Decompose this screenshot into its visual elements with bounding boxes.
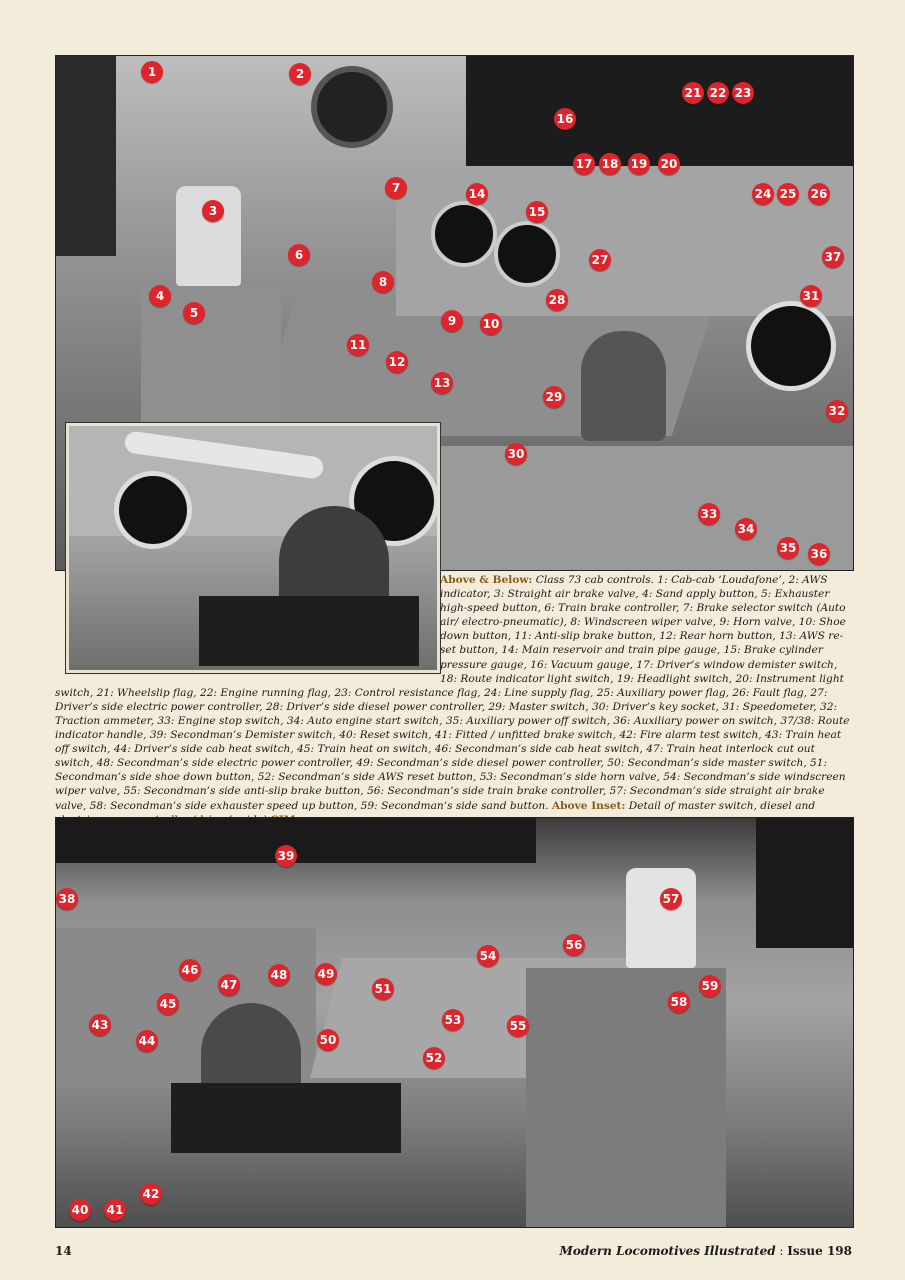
callout-46: 46 [179,959,201,981]
bottom-brake-valve [626,868,696,968]
callout-15: 15 [526,201,548,223]
callout-17: 17 [573,153,595,175]
footer-separator: : [775,1244,788,1258]
callout-7: 7 [385,177,407,199]
callout-39: 39 [275,845,297,867]
loudafone-speaker [311,66,393,148]
inset-base-plate [199,596,419,666]
callout-1: 1 [141,61,163,83]
callout-19: 19 [628,153,650,175]
callout-23: 23 [732,82,754,104]
callout-44: 44 [136,1030,158,1052]
callout-8: 8 [372,271,394,293]
callout-29: 29 [543,386,565,408]
callout-49: 49 [315,963,337,985]
callout-33: 33 [698,503,720,525]
page-number: 14 [55,1244,72,1258]
caption-above-below-label: Above & Below: [440,574,533,586]
callout-16: 16 [554,108,576,130]
callout-9: 9 [441,310,463,332]
callout-43: 43 [89,1014,111,1036]
callout-36: 36 [808,543,830,565]
caption-inset-text: Detail of master switch, diesel and [628,799,816,812]
callout-34: 34 [735,518,757,540]
cab-window [466,56,853,166]
callout-10: 10 [480,313,502,335]
callout-55: 55 [507,1015,529,1037]
callout-20: 20 [658,153,680,175]
callout-25: 25 [777,183,799,205]
power-controller-body [581,331,666,441]
callout-31: 31 [800,285,822,307]
callout-21: 21 [682,82,704,104]
callout-28: 28 [546,289,568,311]
callout-32: 32 [826,400,848,422]
bottom-side-window [756,818,853,948]
callout-35: 35 [777,537,799,559]
callout-41: 41 [104,1199,126,1221]
gauge-brake-cylinder [494,221,560,287]
callout-38: 38 [56,888,78,910]
speedometer-dial [746,301,836,391]
caption-main-text: Class 73 cab controls. 1: Cab-cab ‘Loudafone’, 2: AWS indicator, 3: Straight air brake valve, 4: Sand apply button, 5: Exhauster high-speed button, 6: Train brake controller, 7: Brake selector switch (Auto air/ electro-pneumatic), 8: Windscreen wiper valve, 9: Horn valve, 10: Shoe down button, 11: Anti-slip brake button, 12: Rear horn button, 13: AWS re-set button, 14: Main reservoir and train pipe gauge, 15: Brake cylinder pressure gauge, 16: Vacuum gauge, 17: Driver’s window demister switch, 18: Route indicator light switch, 19: Headlight switch, 20: Instrument light switch, 21: Wheelslip flag, 22: Engine running flag, 23: Control resistance flag, 24: Line supply flag, 25: Auxiliary power flag, 26: Fault flag, 27: Driver’s side electric power controller, 28: Driver’s side diesel power controller, 29: Master switch, 30: Driver’s key socket, 31: Speedometer, 32: Traction ammeter, 33: Engine stop switch, 34: Auto engine start switch, 35: Auxiliary power off switch, 36: Auxiliary power on switch, 37/38: Route indicator handle, 39: Secondman’s Demister switch, 40: Reset switch, 41: Fitted / unfitted brake switch, 42: Fire alarm test switch, 43: Train heat off switch, 44: Driver’s side cab heat switch, 45: Train heat on switch, 46: Secondman’s side cab heat switch, 47: Train heat interlock cut out switch, 48: Secondman’s side electric power controller, 49: Secondman’s side diesel power controller, 50: Secondman’s side master switch, 51: Secondman’s side shoe down button, 52: Secondman’s side AWS reset button, 53: Secondman’s side horn valve, 54: Secondman’s side windscreen wiper valve, 55: Secondman’s side anti-slip brake button, 56: Secondman’s side train brake controller, 57: Secondman’s side straight air brake valve, 58: Secondman’s side exhauster speed up button, 59: Secondman’s side sand button. [55,574,850,812]
inset-detail-photo [66,423,440,673]
bottom-cab-photo [55,817,854,1228]
callout-27: 27 [589,249,611,271]
issue-number: Issue 198 [787,1244,852,1258]
magazine-title: Modern Locomotives Illustrated [559,1244,776,1258]
gauge-main-reservoir [431,201,497,267]
callout-53: 53 [442,1009,464,1031]
callout-18: 18 [599,153,621,175]
callout-6: 6 [288,244,310,266]
callout-50: 50 [317,1029,339,1051]
footer-magazine-issue [560,1244,852,1258]
callout-30: 30 [505,443,527,465]
callout-42: 42 [140,1183,162,1205]
callout-54: 54 [477,945,499,967]
callout-48: 48 [268,964,290,986]
callout-22: 22 [707,82,729,104]
caption-inset-label: Above Inset: [551,799,626,812]
callout-13: 13 [431,372,453,394]
callout-24: 24 [752,183,774,205]
callout-47: 47 [218,974,240,996]
callout-5: 5 [183,302,205,324]
bottom-right-pedestal [526,968,726,1227]
callout-58: 58 [668,991,690,1013]
bottom-base-plate [171,1083,401,1153]
callout-57: 57 [660,888,682,910]
callout-40: 40 [69,1199,91,1221]
callout-52: 52 [423,1047,445,1069]
callout-26: 26 [808,183,830,205]
callout-12: 12 [386,351,408,373]
callout-45: 45 [157,993,179,1015]
callout-59: 59 [699,975,721,997]
callout-56: 56 [563,934,585,956]
callout-51: 51 [372,978,394,1000]
callout-14: 14 [466,183,488,205]
inset-gauge-left [114,471,192,549]
callout-37: 37 [822,246,844,268]
callout-4: 4 [149,285,171,307]
side-window [56,56,116,256]
callout-3: 3 [202,200,224,222]
callout-11: 11 [347,334,369,356]
callout-2: 2 [289,63,311,85]
